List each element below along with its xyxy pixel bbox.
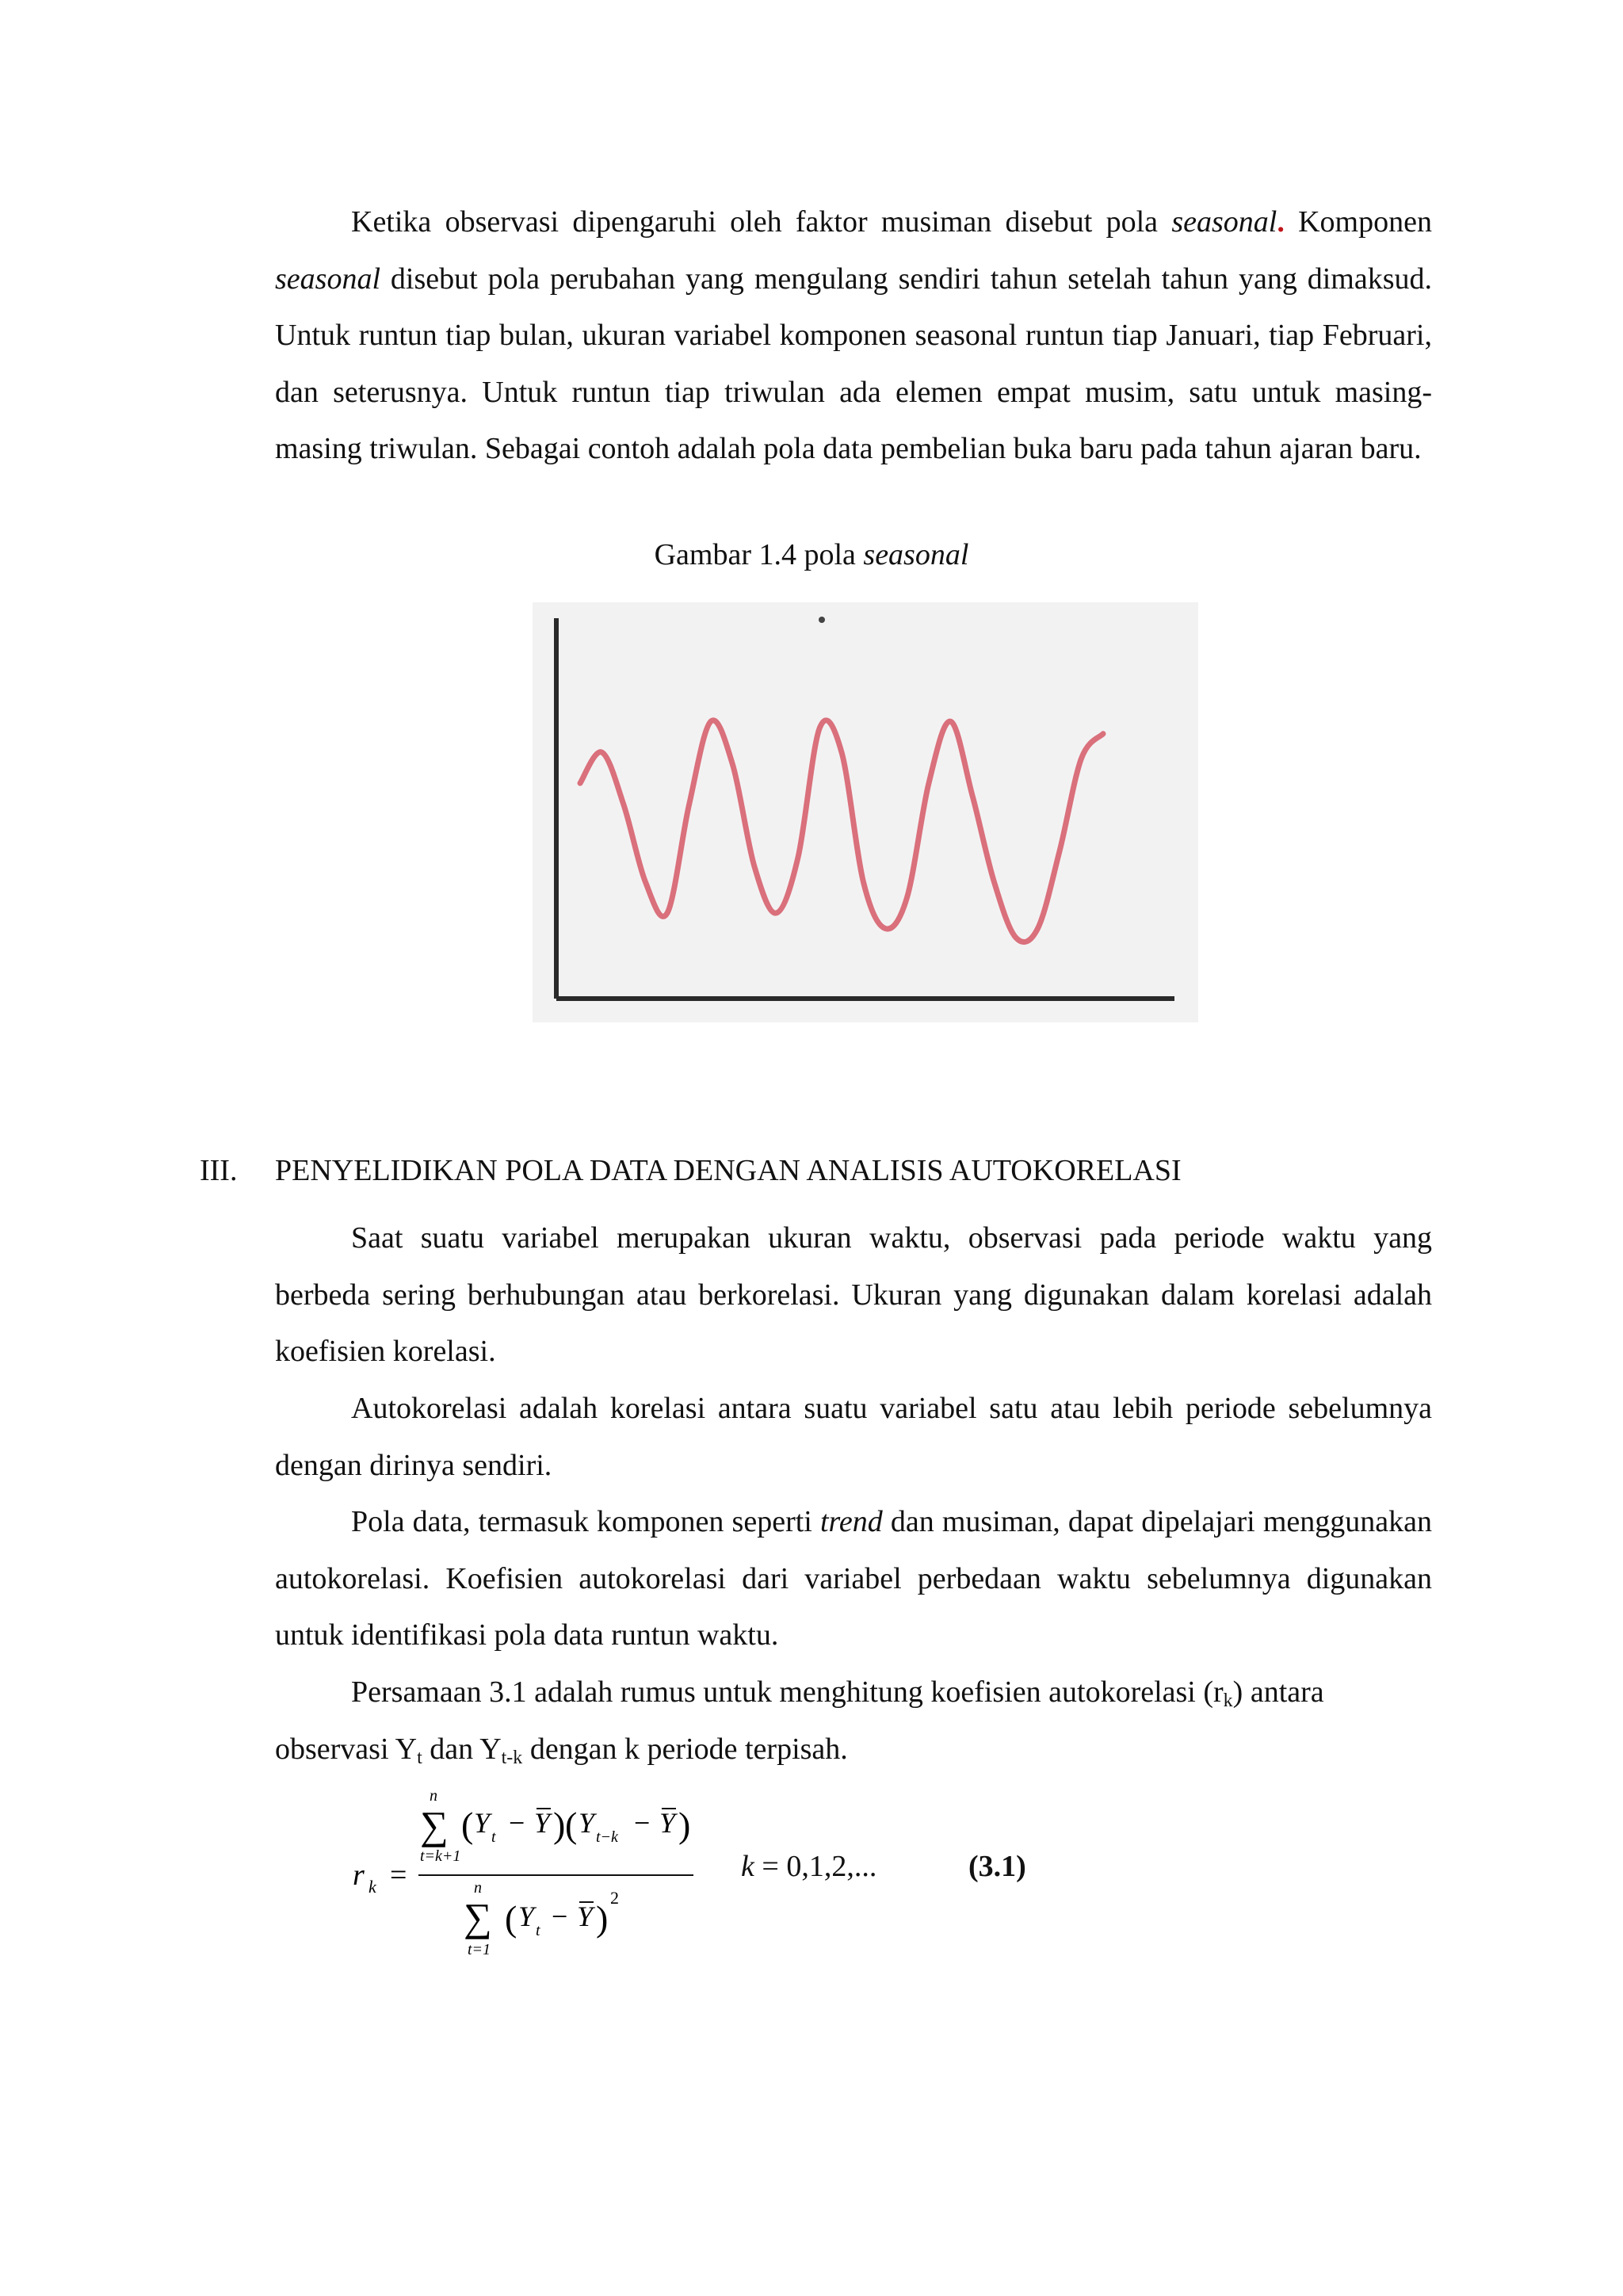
den-ybar: Y <box>577 1901 594 1932</box>
subscript: k <box>1223 1690 1233 1711</box>
text-run: disebut pola perubahan yang mengulang sendiri tahun setelah tahun yang dimaksud. Untuk runtun tiap bulan, ukuran variabel komponen seasonal runtun tiap Januari, tiap Februari, dan seterusnya. Untuk runtun tiap triwulan ada elemen empat musim, satu untuk masing-masing triwulan. Sebagai contoh adalah pola data pembelian buka baru pada tahun ajaran baru. <box>275 262 1432 465</box>
den-sigma: ∑ <box>464 1895 492 1939</box>
den-sum-upper: n <box>474 1879 482 1897</box>
text-run: Ketika observasi dipengaruhi oleh faktor musiman disebut pola <box>351 205 1172 239</box>
italic-term: seasonal <box>275 262 380 296</box>
seasonal-pattern-chart <box>533 602 1198 1022</box>
text-run: dengan k periode terpisah. <box>522 1732 848 1766</box>
chart-background <box>533 602 1198 1022</box>
autocorrelation-equation <box>341 1775 1054 1966</box>
text-run: Pola data, termasuk komponen seperti <box>351 1505 820 1538</box>
text-run: Persamaan 3.1 adalah rumus untuk menghitung koefisien autokorelasi (r <box>351 1675 1224 1709</box>
red-period: . <box>1277 205 1285 239</box>
seasonal-paragraph <box>275 194 1432 478</box>
paragraph-time-correlation: Saat suatu variabel merupakan ukuran waktu, observasi pada periode waktu yang berbeda sering berhubungan atau berkorelasi. Ukuran yang digunakan dalam korelasi adalah koefisien korelasi. <box>275 1221 1432 1368</box>
k-values: 0,1,2,... <box>786 1850 877 1883</box>
num-ybar-1: Y <box>534 1807 551 1839</box>
section-number: III. <box>200 1154 238 1187</box>
den-rparen: ) <box>596 1898 609 1939</box>
k-equals: = <box>754 1850 787 1883</box>
k-symbol: k <box>741 1850 754 1883</box>
equation-number: (3.1) <box>968 1850 1026 1883</box>
num-minus-2: − <box>634 1807 651 1839</box>
section-heading: PENYELIDIKAN POLA DATA DENGAN ANALISIS AUTOKORELASI <box>275 1154 1182 1187</box>
num-lparen-1: ( <box>461 1805 474 1845</box>
den-power: 2 <box>610 1888 619 1908</box>
italic-term: seasonal <box>1171 205 1277 239</box>
num-y2: Y <box>579 1807 595 1839</box>
num-minus-1: − <box>509 1807 525 1839</box>
num-y1: Y <box>474 1807 491 1839</box>
eq-equals: = <box>390 1859 407 1892</box>
num-y1-sub: t <box>491 1828 496 1846</box>
caption-text: Gambar 1.4 pola <box>654 538 864 571</box>
text-run: Komponen <box>1284 205 1432 239</box>
num-rparen-2: ) <box>678 1805 691 1845</box>
num-sigma: ∑ <box>420 1803 449 1847</box>
num-lparen-2: ( <box>565 1805 578 1845</box>
den-y-sub: t <box>536 1922 540 1939</box>
text-run: dan Y <box>422 1732 502 1766</box>
num-ybar-2: Y <box>659 1807 676 1839</box>
caption-italic: seasonal <box>863 538 969 571</box>
num-sum-upper: n <box>430 1787 437 1805</box>
den-minus: − <box>552 1901 568 1932</box>
num-sum-lower: t=k+1 <box>420 1847 461 1865</box>
italic-term: trend <box>819 1505 883 1538</box>
text-run: dan musiman, dapat dipelajari menggunakan autokorelasi. Koefisien autokorelasi dari variabel perbedaan waktu sebelumnya digunakan untuk identifikasi pola data runtun waktu. <box>275 1505 1432 1652</box>
figure-caption <box>0 534 1623 575</box>
subscript: t-k <box>501 1747 523 1768</box>
paragraph-autocorrelation-definition: Autokorelasi adalah korelasi antara suatu variabel satu atau lebih periode sebelumnya dengan dirinya sendiri. <box>275 1392 1432 1482</box>
num-y2-sub: t−k <box>596 1828 618 1846</box>
subscript: t <box>417 1747 422 1768</box>
num-rparen-1: ) <box>553 1805 566 1845</box>
equation-k-range <box>741 1849 876 1884</box>
stray-mark <box>819 617 825 623</box>
den-sum-lower: t=1 <box>468 1941 491 1958</box>
den-lparen: ( <box>505 1898 517 1939</box>
text-run: ) antara observasi Y <box>275 1675 1324 1766</box>
eq-r-sub: k <box>369 1877 376 1897</box>
den-y: Y <box>518 1901 535 1932</box>
paragraph-pattern <box>275 1494 1432 1664</box>
paragraph-equation-intro <box>275 1664 1432 1778</box>
eq-r: r <box>353 1859 365 1892</box>
